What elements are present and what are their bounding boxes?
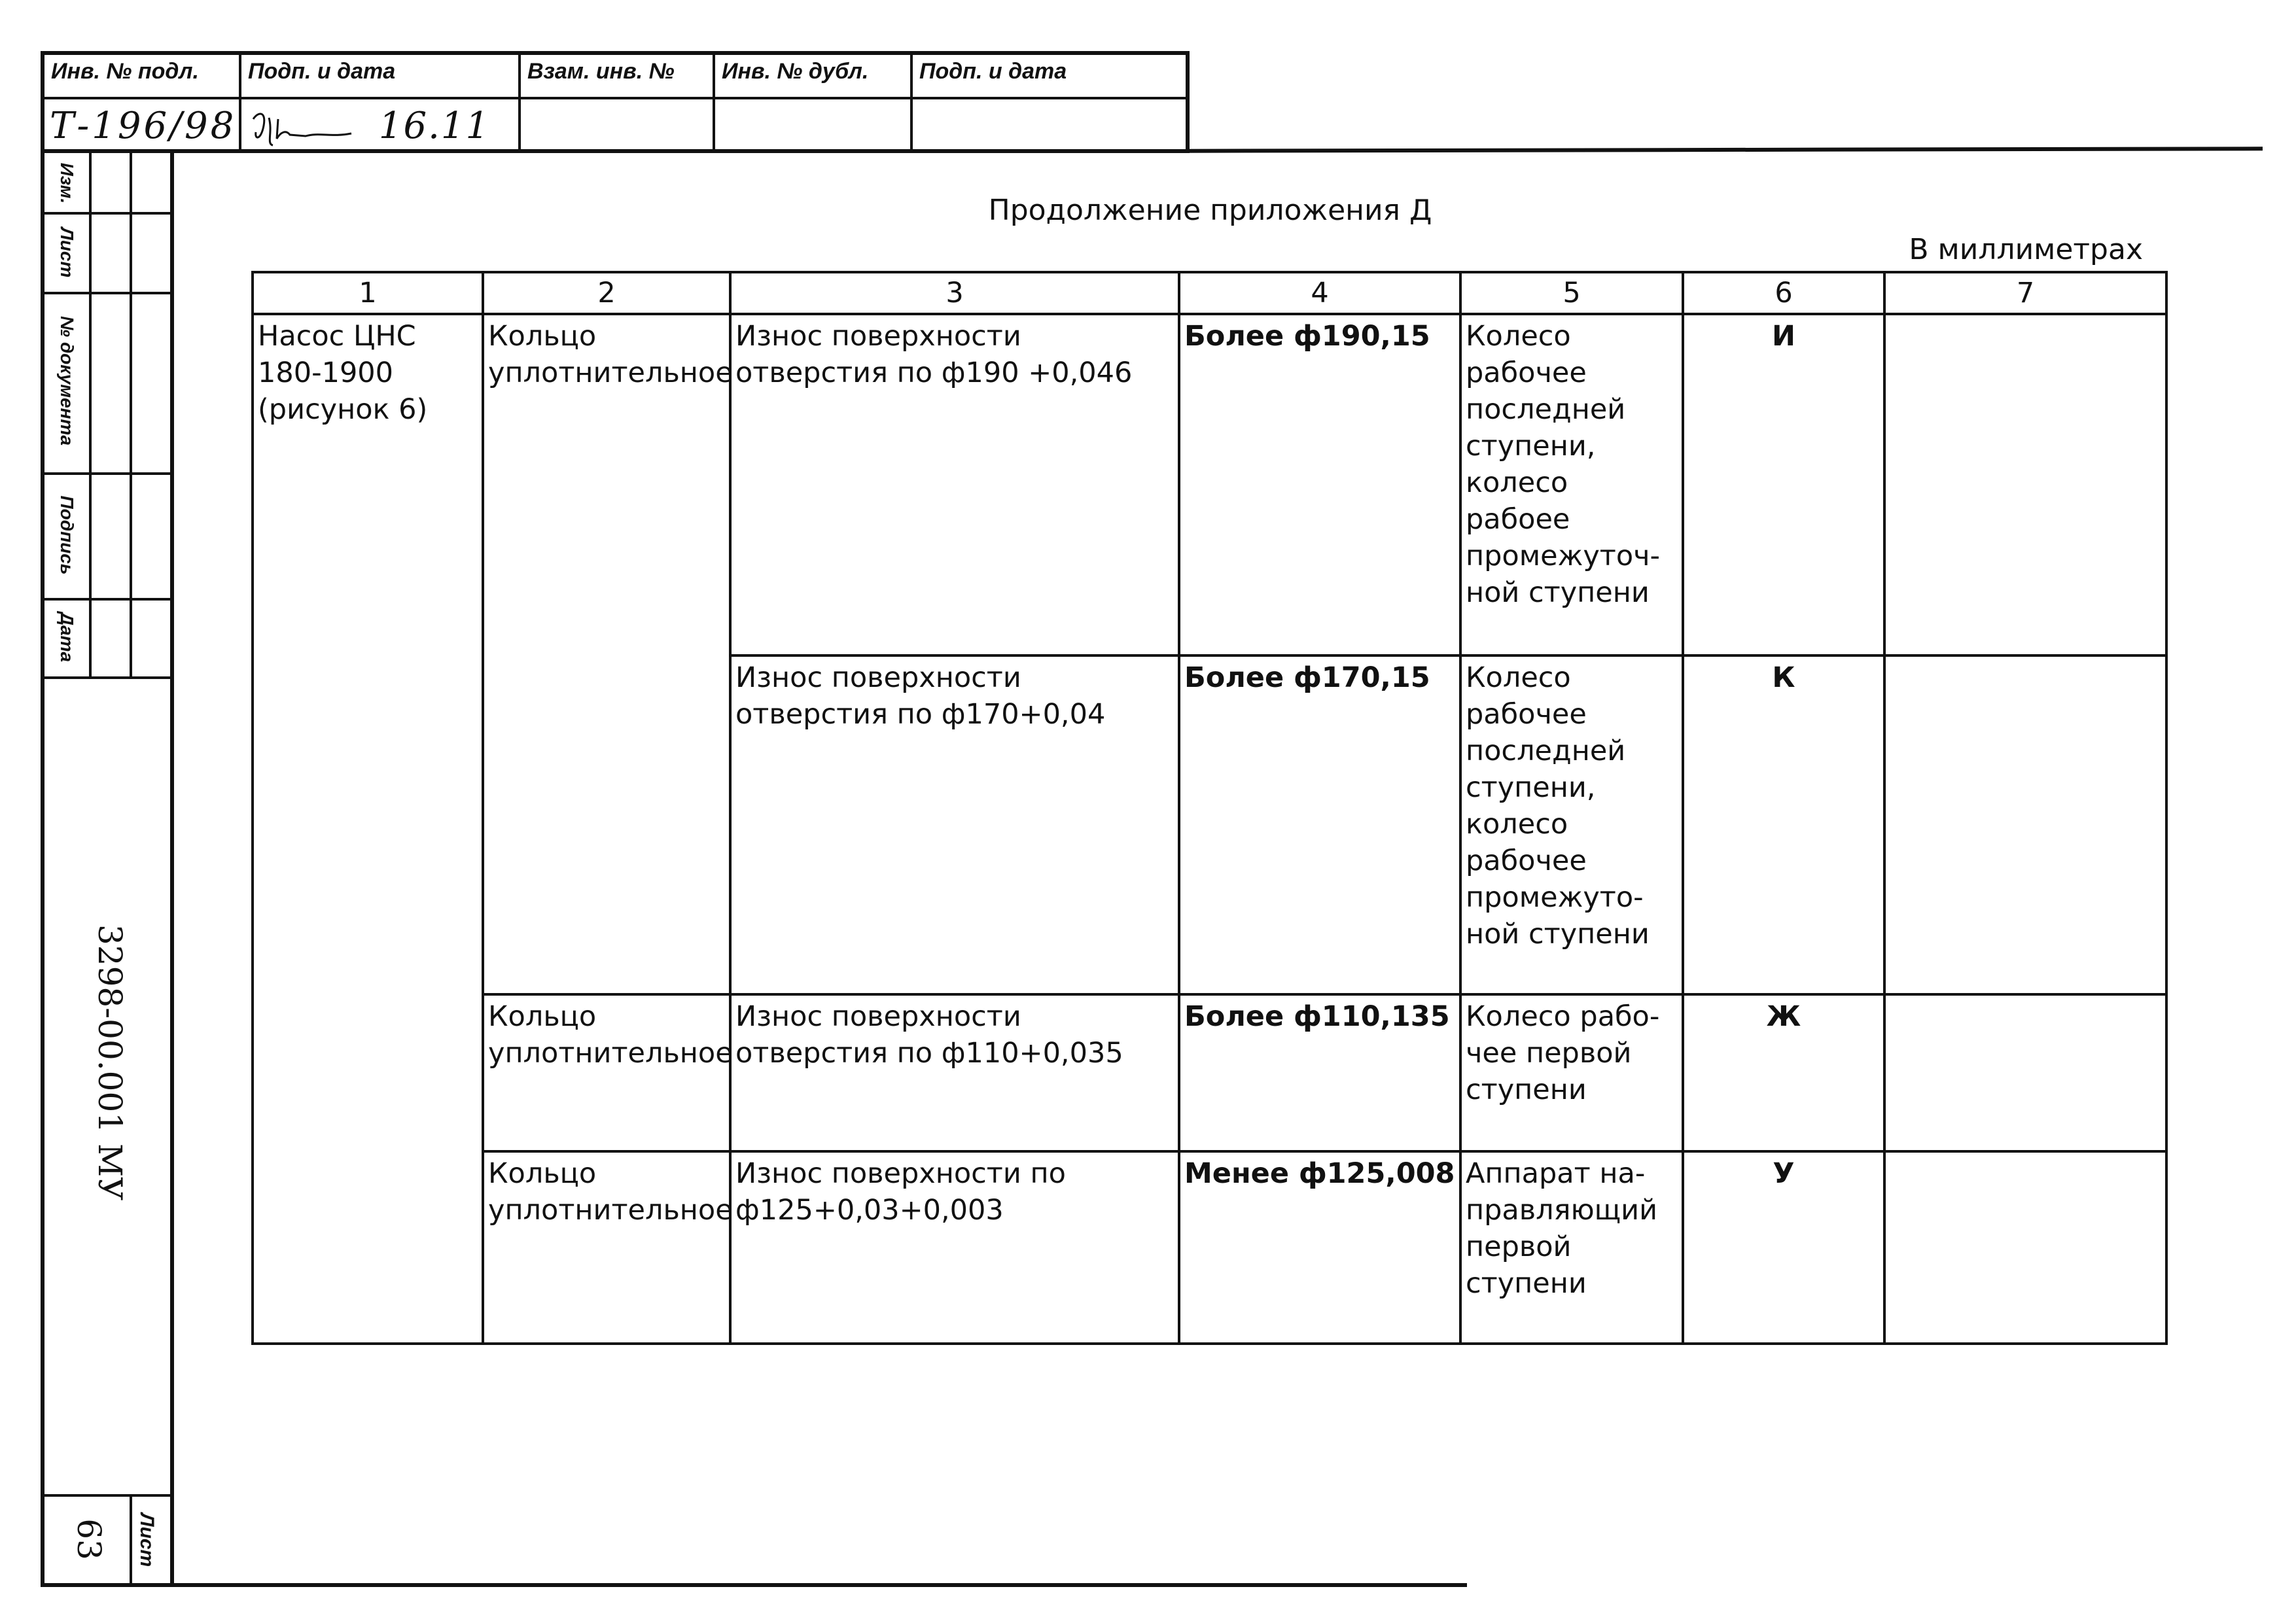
table-header-cell: 1 [253,272,483,314]
mark-cell: Ж [1683,994,1884,1151]
left-stamp-label-date: Дата [57,612,77,663]
note-cell [1884,655,2166,994]
left-stamp-sep [44,676,170,679]
table-header-cell: 4 [1179,272,1460,314]
table-header-cell: 7 [1884,272,2166,314]
frame-bottom-line [41,1583,1467,1587]
part-cell: Кольцо уплотнительное [483,314,730,994]
mark-cell: И [1683,314,1884,655]
note-cell [1884,314,2166,655]
units-note: В миллиметрах [1909,233,2143,266]
left-stamp-sep [44,472,170,475]
data-table [251,271,2168,1345]
defect-cell: Износ поверхности отверстия по ф110+0,035 [730,994,1179,1151]
limit-cell: Менее ф125,008 [1179,1151,1460,1344]
left-stamp [41,153,174,1587]
table-header-cell: 2 [483,272,730,314]
frame-inner-left-line [170,153,174,1587]
pump-name-cell: Насос ЦНС 180-1900 (рисунок 6) [253,314,483,1344]
table-header-row [253,272,2166,314]
table-row [253,314,2166,655]
left-stamp-sep [44,598,170,601]
stamp-header-sign-date-2: Подп. и дата [913,55,1186,99]
left-stamp-sep [44,1494,170,1497]
limit-cell: Более ф190,15 [1179,314,1460,655]
note-cell [1884,1151,2166,1344]
stamp-header-inv-dup: Инв. № дубл. [715,55,913,99]
left-stamp-label-change: Изм. [57,162,77,204]
signature-mark [247,106,364,150]
defect-cell: Износ поверхности отверстия по ф190 +0,046 [730,314,1179,655]
part-cell: Кольцо уплотнительное [483,994,730,1151]
stamp-value-sign-date [241,99,521,149]
table-header-cell: 3 [730,272,1179,314]
mark-cell: К [1683,655,1884,994]
part-cell: Кольцо уплотнительное [483,1151,730,1344]
left-stamp-sep [44,292,170,294]
mating-part-cell: Колесо рабо-чее первой ступени [1460,994,1683,1151]
top-stamp [41,51,1190,153]
stamp-value-replace-inv [521,99,715,149]
limit-cell: Более ф110,135 [1179,994,1460,1151]
document-number: 3298-00.001 МУ [91,924,129,1201]
page-caption: Продолжение приложения Д [988,194,1432,227]
left-stamp-label-docnum: № документа [57,315,77,446]
mating-part-cell: Колесо рабочее последней ступени, колесо рабоее промежуточ-ной ступени [1460,314,1683,655]
stamp-header-replace-inv: Взам. инв. № [521,55,715,99]
stamp-value-inv-dup [715,99,913,149]
left-stamp-label-sheet: Лист [57,227,77,278]
table-row [253,1151,2166,1344]
mating-part-cell: Аппарат на-правляющий первой ступени [1460,1151,1683,1344]
table-header-cell: 6 [1683,272,1884,314]
stamp-date-text: 16.11 [378,105,491,147]
frame-top-line [1190,147,2263,152]
mating-part-cell: Колесо рабочее последней ступени, колесо рабочее промежуто-ной ступени [1460,655,1683,994]
mark-cell: У [1683,1151,1884,1344]
sheet-number: 63 [70,1518,108,1560]
defect-cell: Износ поверхности отверстия по ф170+0,04 [730,655,1179,994]
note-cell [1884,994,2166,1151]
defect-cell: Износ поверхности по ф125+0,03+0,003 [730,1151,1179,1344]
stamp-value-inv-orig: Т-196/98 [44,99,241,149]
stamp-header-inv-orig: Инв. № подл. [44,55,241,99]
stamp-header-sign-date: Подп. и дата [241,55,521,99]
left-stamp-label-signature: Подпись [57,495,77,575]
stamp-value-sign-date-2 [913,99,1186,149]
limit-cell: Более ф170,15 [1179,655,1460,994]
left-stamp-divider [130,1494,132,1583]
sheet-label: Лист [136,1513,158,1567]
table-header-cell: 5 [1460,272,1683,314]
table-row [253,994,2166,1151]
